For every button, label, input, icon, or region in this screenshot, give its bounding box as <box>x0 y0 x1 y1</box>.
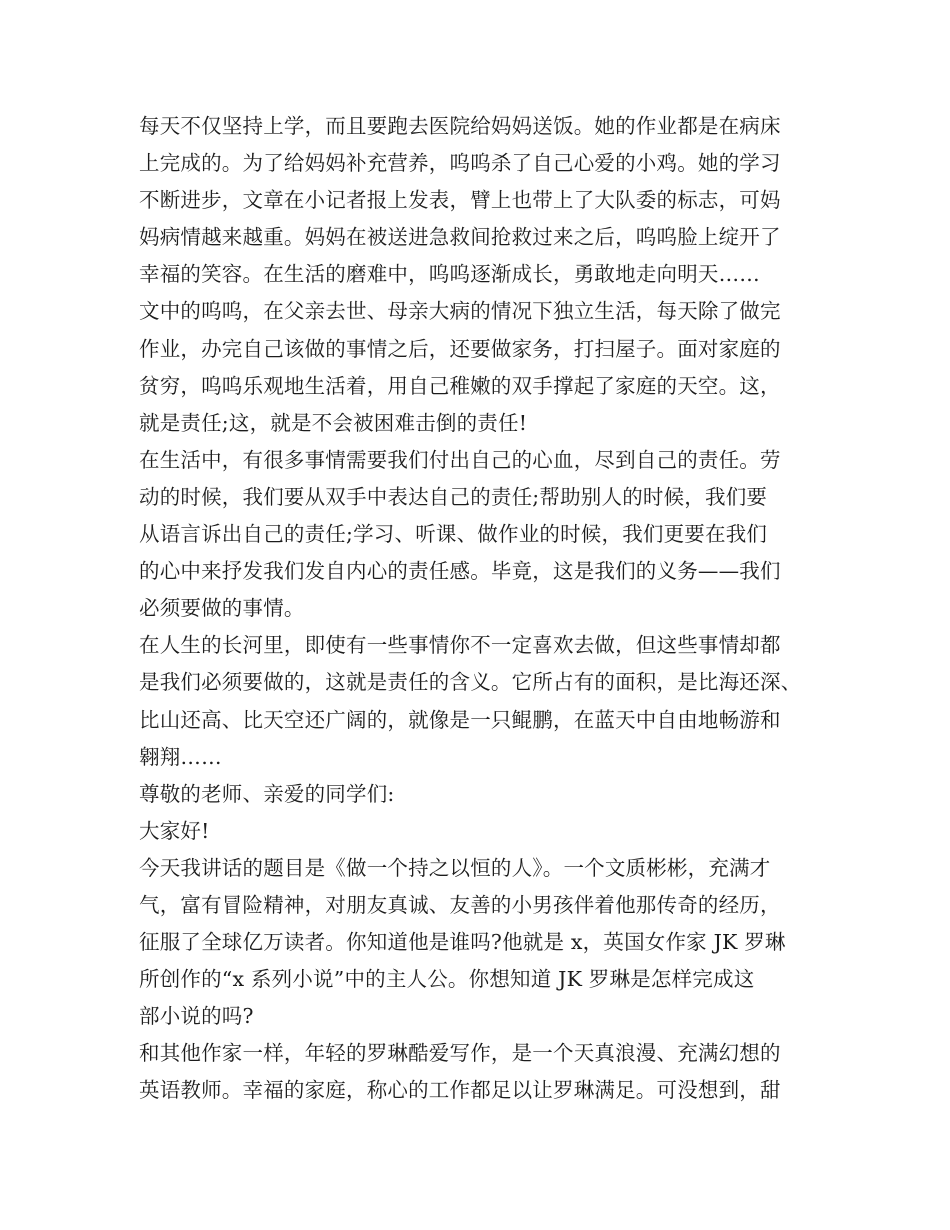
document-body <box>139 108 829 1110</box>
text-line: 必须要做的事情。 <box>139 596 305 621</box>
text-line: 征服了全球亿万读者。你知道他是谁吗?他就是 x，英国女作家 JK 罗琳 <box>139 930 786 955</box>
text-line: 英语教师。幸福的家庭，称心的工作都足以让罗琳满足。可没想到，甜 <box>139 1078 781 1103</box>
text-line: 部小说的吗? <box>139 1004 254 1029</box>
text-line: 上完成的。为了给妈妈补充营养，呜呜杀了自己心爱的小鸡。她的学习 <box>139 151 781 176</box>
text-line: 幸福的笑容。在生活的磨难中，呜呜逐渐成长，勇敢地走向明天…… <box>139 262 760 287</box>
text-line: 的心中来抒发我们发自内心的责任感。毕竟，这是我们的义务——我们 <box>139 559 781 584</box>
text-line: 妈病情越来越重。妈妈在被送进急救间抢救过来之后，呜呜脸上绽开了 <box>139 225 781 250</box>
text-line: 贫穷，呜呜乐观地生活着，用自己稚嫩的双手撑起了家庭的天空。这， <box>139 373 781 398</box>
text-line: 在人生的长河里，即使有一些事情你不一定喜欢去做，但这些事情却都 <box>139 633 781 658</box>
text-line: 和其他作家一样，年轻的罗琳酷爱写作，是一个天真浪漫、充满幻想的 <box>139 1041 781 1066</box>
text-line: 大家好! <box>139 818 210 843</box>
text-line: 所创作的“x 系列小说”中的主人公。你想知道 JK 罗琳是怎样完成这 <box>139 967 755 992</box>
text-line: 动的时候，我们要从双手中表达自己的责任;帮助别人的时候，我们要 <box>139 484 768 509</box>
text-line: 翱翔…… <box>139 744 222 769</box>
text-line: 就是责任;这，就是不会被困难击倒的责任! <box>139 410 528 435</box>
text-line: 不断进步，文章在小记者报上发表，臂上也带上了大队委的标志，可妈 <box>139 188 781 213</box>
text-line: 气，富有冒险精神，对朋友真诚、友善的小男孩伴着他那传奇的经历， <box>139 892 781 917</box>
text-line: 今天我讲话的题目是《做一个持之以恒的人》。一个文质彬彬，充满才 <box>139 855 771 880</box>
text-line: 从语言诉出自己的责任;学习、听课、做作业的时候，我们更要在我们 <box>139 522 768 547</box>
text-line: 文中的呜呜，在父亲去世、母亲大病的情况下独立生活，每天除了做完 <box>139 299 781 324</box>
text-line: 作业，办完自己该做的事情之后，还要做家务，打扫屋子。面对家庭的 <box>139 336 781 361</box>
text-line: 尊敬的老师、亲爱的同学们: <box>139 781 395 806</box>
text-line: 比山还高、比天空还广阔的，就像是一只鲲鹏，在蓝天中自由地畅游和 <box>139 707 781 732</box>
text-line: 是我们必须要做的，这就是责任的含义。它所占有的面积，是比海还深、 <box>139 670 802 695</box>
text-line: 在生活中，有很多事情需要我们付出自己的心血，尽到自己的责任。劳 <box>139 447 781 472</box>
text-line: 每天不仅坚持上学，而且要跑去医院给妈妈送饭。她的作业都是在病床 <box>139 114 781 138</box>
